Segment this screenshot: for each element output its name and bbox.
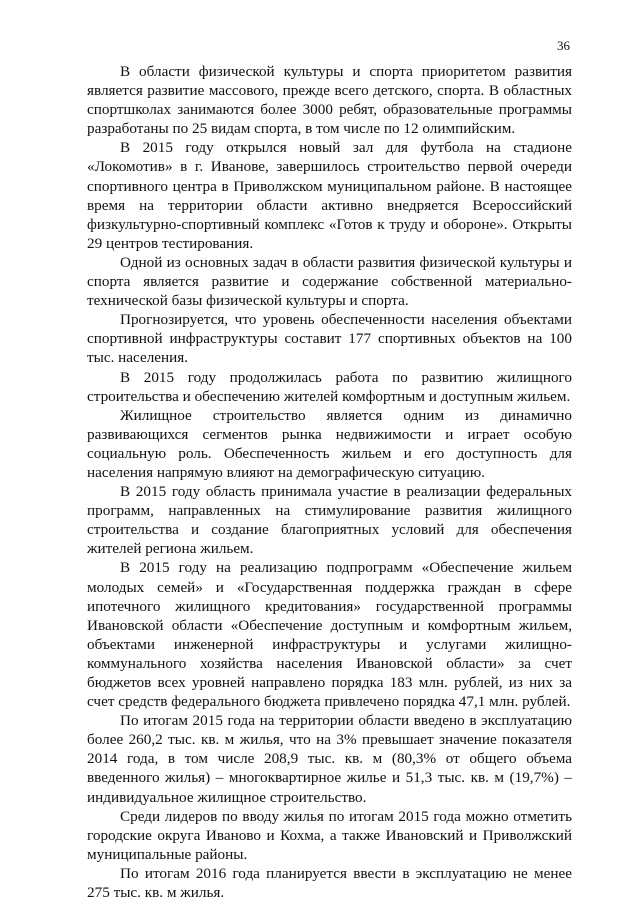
paragraph-sports-tasks: Одной из основных задач в области развития физической культуры и спорта является развитие и содержание собственной материально-технической базы физической культуры и спорта. [87,253,572,310]
document-body [87,62,572,902]
paragraph-housing-work: В 2015 году продолжилась работа по развитию жилищного строительства и обеспечению жителей комфортным и доступным жильем. [87,368,572,405]
paragraph-federal-programs: В 2015 году область принимала участие в реализации федеральных программ, направленных на стимулирование развития жилищного строительства и создание благоприятных условий для обеспечения жителей региона жильем. [87,483,572,558]
paragraph-housing-results-2015: По итогам 2015 года на территории области введено в эксплуатацию более 260,2 тыс. кв. м жилья, что на 3% превышает значение показателя 2014 года, в том числе 208,9 тыс. кв. м (80,3% от общего объема введенного жилья) – многоквартирное жилье и 51,3 тыс. кв. м (19,7%) – индивидуальное жилищное строительство. [87,712,572,806]
paragraph-housing-plan-2016: По итогам 2016 года планируется ввести в эксплуатацию не менее 275 тыс. кв. м жилья. [87,864,572,902]
paragraph-sports-priority: В области физической культуры и спорта приоритетом развития является развитие массового, прежде всего детского, спорта. В областных спортшколах занимаются более 3000 ребят, образовательные программы разработаны по 25 видам спорта, в том числе по 12 олимпийским. [87,63,572,138]
paragraph-subprograms-funding: В 2015 году на реализацию подпрограмм «Обеспечение жильем молодых семей» и «Государственная поддержка граждан в сфере ипотечного жилищного кредитования» государственной программы Ивановской области «Обеспечение доступным и комфортным жильем, объектами инженерной инфраструктуры и услугами жилищно-коммунального хозяйства населения Ивановской области» за счет бюджетов всех уровней направлено порядка 183 млн. рублей, из них за счет средств федерального бюджета привлечено порядка 47,1 млн. рублей. [87,559,572,711]
paragraph-sports-facilities: В 2015 году открылся новый зал для футбола на стадионе «Локомотив» в г. Иванове, завершилось строительство первой очереди спортивного центра в Приволжском муниципальном районе. В настоящее время на территории области активно внедряется Всероссийский физкультурно-спортивный комплекс «Готов к труду и обороне». Открыты 29 центров тестирования. [87,139,572,252]
page-number: 36 [557,38,570,53]
paragraph-housing-leaders: Среди лидеров по вводу жилья по итогам 2015 года можно отметить городские округа Иваново и Кохма, а также Ивановский и Приволжский муниципальные районы. [87,807,572,863]
paragraph-sports-forecast: Прогнозируется, что уровень обеспеченности населения объектами спортивной инфраструктуры составит 177 спортивных объектов на 100 тыс. населения. [87,311,572,367]
paragraph-housing-role: Жилищное строительство является одним из динамично развивающихся сегментов рынка недвижимости и играет особую социальную роль. Обеспеченность жильем и его доступность для населения напрямую влияют на демографическую ситуацию. [87,406,572,481]
